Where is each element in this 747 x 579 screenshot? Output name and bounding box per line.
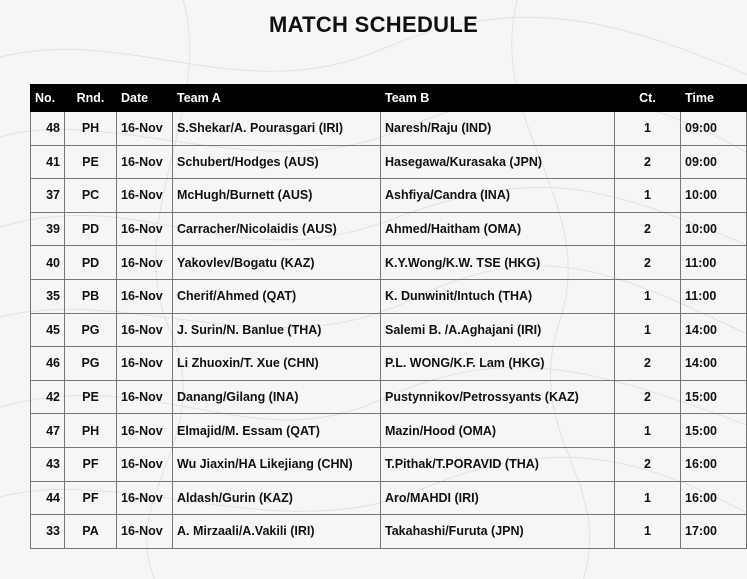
table-row: [31, 112, 747, 146]
cell-team-b: Hasegawa/Kurasaka (JPN): [381, 145, 615, 179]
cell-no: 39: [31, 212, 65, 246]
cell-time: 09:00: [681, 112, 747, 146]
cell-time: 09:00: [681, 145, 747, 179]
cell-team-b: P.L. WONG/K.F. Lam (HKG): [381, 347, 615, 381]
cell-no: 46: [31, 347, 65, 381]
cell-no: 45: [31, 313, 65, 347]
cell-no: 48: [31, 112, 65, 146]
cell-ct: 2: [615, 380, 681, 414]
cell-no: 47: [31, 414, 65, 448]
cell-date: 16-Nov: [117, 112, 173, 146]
col-header-team-a: Team A: [173, 85, 381, 112]
cell-rnd: PH: [65, 414, 117, 448]
cell-team-b: T.Pithak/T.PORAVID (THA): [381, 447, 615, 481]
table-row: [31, 179, 747, 213]
cell-date: 16-Nov: [117, 179, 173, 213]
col-header-date: Date: [117, 85, 173, 112]
cell-team-a: McHugh/Burnett (AUS): [173, 179, 381, 213]
col-header-rnd: Rnd.: [65, 85, 117, 112]
cell-date: 16-Nov: [117, 246, 173, 280]
cell-team-a: Li Zhuoxin/T. Xue (CHN): [173, 347, 381, 381]
table-row: [31, 481, 747, 515]
cell-no: 41: [31, 145, 65, 179]
cell-team-a: J. Surin/N. Banlue (THA): [173, 313, 381, 347]
cell-team-b: K.Y.Wong/K.W. TSE (HKG): [381, 246, 615, 280]
cell-rnd: PC: [65, 179, 117, 213]
col-header-time: Time: [681, 85, 747, 112]
col-header-no: No.: [31, 85, 65, 112]
cell-time: 17:00: [681, 515, 747, 549]
cell-ct: 2: [615, 347, 681, 381]
cell-team-a: Aldash/Gurin (KAZ): [173, 481, 381, 515]
cell-time: 15:00: [681, 380, 747, 414]
cell-rnd: PE: [65, 145, 117, 179]
table-row: [31, 347, 747, 381]
table-row: [31, 145, 747, 179]
cell-team-a: Carracher/Nicolaidis (AUS): [173, 212, 381, 246]
cell-ct: 1: [615, 481, 681, 515]
col-header-team-b: Team B: [381, 85, 615, 112]
cell-rnd: PF: [65, 481, 117, 515]
cell-no: 43: [31, 447, 65, 481]
cell-rnd: PH: [65, 112, 117, 146]
cell-ct: 1: [615, 279, 681, 313]
page-title: MATCH SCHEDULE: [268, 12, 479, 37]
cell-rnd: PG: [65, 313, 117, 347]
table-row: [31, 380, 747, 414]
cell-date: 16-Nov: [117, 313, 173, 347]
cell-no: 42: [31, 380, 65, 414]
cell-time: 16:00: [681, 481, 747, 515]
match-schedule-table: [30, 84, 747, 549]
cell-team-b: Ashfiya/Candra (INA): [381, 179, 615, 213]
cell-team-a: Cherif/Ahmed (QAT): [173, 279, 381, 313]
cell-ct: 1: [615, 313, 681, 347]
cell-date: 16-Nov: [117, 347, 173, 381]
cell-no: 44: [31, 481, 65, 515]
cell-team-b: Pustynnikov/Petrossyants (KAZ): [381, 380, 615, 414]
table-row: [31, 447, 747, 481]
cell-rnd: PB: [65, 279, 117, 313]
cell-time: 14:00: [681, 313, 747, 347]
table-header-row: [31, 85, 747, 112]
cell-time: 14:00: [681, 347, 747, 381]
table-row: [31, 246, 747, 280]
cell-team-b: Naresh/Raju (IND): [381, 112, 615, 146]
table-row: [31, 515, 747, 549]
cell-ct: 2: [615, 212, 681, 246]
cell-team-a: Wu Jiaxin/HA Likejiang (CHN): [173, 447, 381, 481]
col-header-ct: Ct.: [615, 85, 681, 112]
cell-team-a: A. Mirzaali/A.Vakili (IRI): [173, 515, 381, 549]
cell-time: 11:00: [681, 246, 747, 280]
cell-time: 15:00: [681, 414, 747, 448]
cell-no: 35: [31, 279, 65, 313]
table-row: [31, 279, 747, 313]
cell-team-b: K. Dunwinit/Intuch (THA): [381, 279, 615, 313]
cell-ct: 2: [615, 246, 681, 280]
cell-team-b: Mazin/Hood (OMA): [381, 414, 615, 448]
cell-no: 33: [31, 515, 65, 549]
cell-ct: 1: [615, 179, 681, 213]
cell-date: 16-Nov: [117, 380, 173, 414]
cell-time: 10:00: [681, 179, 747, 213]
cell-rnd: PE: [65, 380, 117, 414]
cell-team-b: Salemi B. /A.Aghajani (IRI): [381, 313, 615, 347]
cell-rnd: PG: [65, 347, 117, 381]
cell-time: 11:00: [681, 279, 747, 313]
cell-date: 16-Nov: [117, 279, 173, 313]
cell-rnd: PD: [65, 212, 117, 246]
cell-date: 16-Nov: [117, 515, 173, 549]
cell-ct: 1: [615, 112, 681, 146]
cell-ct: 2: [615, 145, 681, 179]
cell-no: 37: [31, 179, 65, 213]
table-row: [31, 414, 747, 448]
cell-time: 10:00: [681, 212, 747, 246]
cell-ct: 1: [615, 414, 681, 448]
cell-team-b: Takahashi/Furuta (JPN): [381, 515, 615, 549]
cell-date: 16-Nov: [117, 212, 173, 246]
cell-time: 16:00: [681, 447, 747, 481]
cell-team-b: Aro/MAHDI (IRI): [381, 481, 615, 515]
cell-date: 16-Nov: [117, 481, 173, 515]
cell-team-a: Elmajid/M. Essam (QAT): [173, 414, 381, 448]
cell-team-a: S.Shekar/A. Pourasgari (IRI): [173, 112, 381, 146]
cell-rnd: PA: [65, 515, 117, 549]
cell-rnd: PF: [65, 447, 117, 481]
cell-ct: 1: [615, 515, 681, 549]
cell-date: 16-Nov: [117, 414, 173, 448]
cell-no: 40: [31, 246, 65, 280]
cell-rnd: PD: [65, 246, 117, 280]
cell-team-a: Danang/Gilang (INA): [173, 380, 381, 414]
table-row: [31, 212, 747, 246]
cell-date: 16-Nov: [117, 447, 173, 481]
table-row: [31, 313, 747, 347]
cell-team-a: Yakovlev/Bogatu (KAZ): [173, 246, 381, 280]
cell-ct: 2: [615, 447, 681, 481]
cell-team-b: Ahmed/Haitham (OMA): [381, 212, 615, 246]
cell-team-a: Schubert/Hodges (AUS): [173, 145, 381, 179]
cell-date: 16-Nov: [117, 145, 173, 179]
